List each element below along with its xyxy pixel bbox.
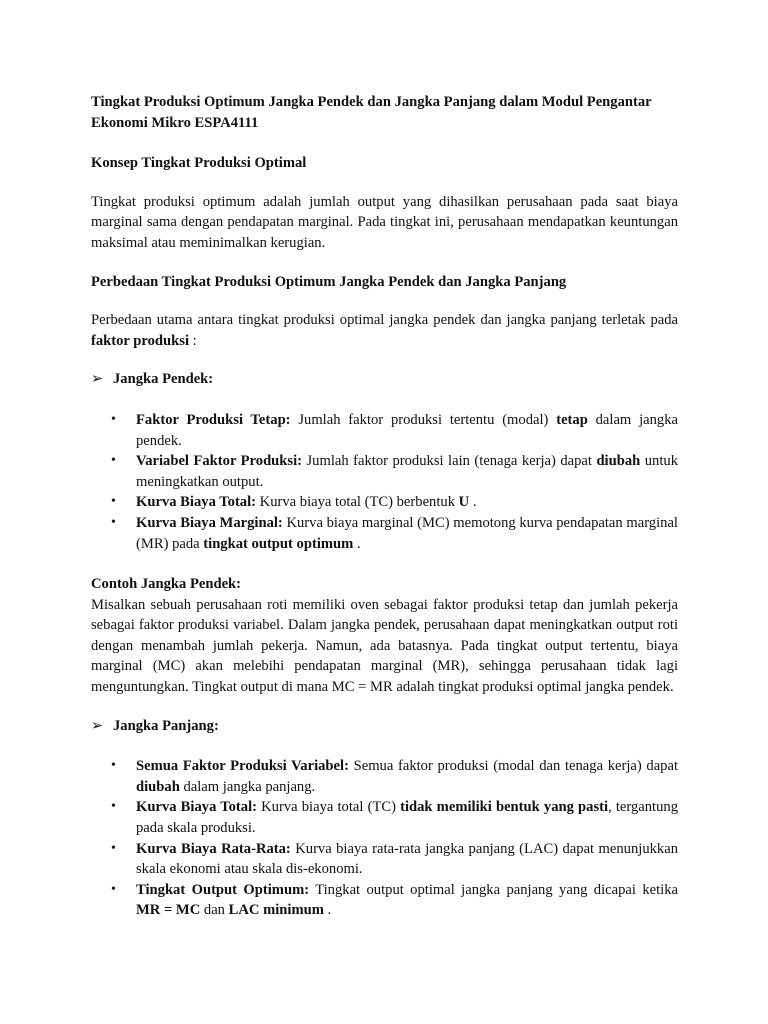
item-term: Semua Faktor Produksi Variabel: <box>136 758 349 775</box>
item-term: Faktor Produksi Tetap: <box>136 411 291 428</box>
perbedaan-text: Perbedaan utama antara tingkat produksi optimal jangka pendek dan jangka panjang terletak pada <box>91 312 678 329</box>
list-item <box>91 839 678 880</box>
example-heading: Contoh Jangka Pendek: <box>91 576 242 593</box>
subheading-jangka-panjang <box>91 716 678 737</box>
list-item <box>91 797 678 838</box>
item-term: Kurva Biaya Total: <box>136 799 257 816</box>
arrowhead-bullet-icon: ➢ <box>91 717 104 734</box>
list-item <box>91 451 678 492</box>
list-item <box>91 410 678 451</box>
item-term: Tingkat Output Optimum: <box>136 881 310 898</box>
item-text: Kurva biaya rata-rata jangka panjang (LAC) dapat menunjukkan skala ekonomi atau skala dis-ekonomi. <box>136 840 678 878</box>
item-bold: U <box>458 494 470 511</box>
item-term: Kurva Biaya Marginal: <box>136 514 283 531</box>
item-term: Kurva Biaya Total: <box>136 494 257 511</box>
item-text: . <box>469 494 477 511</box>
item-bold: MR = MC <box>136 902 201 919</box>
disc-bullet-icon: • <box>111 411 116 427</box>
item-bold: tidak memiliki bentuk yang pasti <box>400 799 609 816</box>
example-paragraph: Misalkan sebuah perusahaan roti memiliki oven sebagai faktor produksi tetap dan jumlah pekerja sebagai faktor produksi variabel. Dalam jangka pendek, perusahaan dapat meningkatkan output roti dengan menambah jumlah pekerja. Namun, ada batasnya. Pada tingkat output tertentu, biaya marginal (MC) akan melebihi pendapatan marginal (MR), sehingga perusahaan tidak lagi menguntungkan. Tingkat output di mana MC = MR adalah tingkat produksi optimal jangka pendek. <box>91 596 678 696</box>
item-bold: tetap <box>556 411 588 428</box>
section-heading-perbedaan: Perbedaan Tingkat Produksi Optimum Jangka Pendek dan Jangka Panjang <box>91 273 567 290</box>
disc-bullet-icon: • <box>111 758 116 774</box>
item-bold: diubah <box>136 778 180 795</box>
item-text: Kurva biaya marginal (MC) memotong kurva pendapatan marginal (MR) pada <box>136 514 678 552</box>
document-title: Tingkat Produksi Optimum Jangka Pendek dan Jangka Panjang dalam Modul Pengantar Ekonomi Mikro ESPA4111 <box>91 94 652 131</box>
item-text: Kurva biaya total (TC) berbentuk <box>256 494 459 511</box>
paragraph-perbedaan <box>91 310 678 351</box>
disc-bullet-icon: • <box>111 799 116 815</box>
item-text: . <box>353 535 361 552</box>
subheading-jangka-pendek <box>91 369 678 390</box>
item-text: Semua faktor produksi (modal dan tenaga kerja) dapat <box>348 758 678 775</box>
perbedaan-end: : <box>189 332 197 349</box>
list-item <box>91 880 678 921</box>
arrowhead-bullet-icon: ➢ <box>91 371 104 388</box>
disc-bullet-icon: • <box>111 840 116 856</box>
item-text: , tergantung pada skala produksi. <box>136 799 678 837</box>
item-term: Variabel Faktor Produksi: <box>136 453 303 470</box>
list-item <box>91 513 678 554</box>
jangka-panjang-label: Jangka Panjang: <box>113 717 219 734</box>
item-bold: LAC minimum <box>228 902 324 919</box>
disc-bullet-icon: • <box>111 514 116 530</box>
item-bold: tingkat output optimum <box>203 535 354 552</box>
disc-bullet-icon: • <box>111 494 116 510</box>
item-text: dan <box>200 902 229 919</box>
item-text: untuk meningkatkan output. <box>136 453 678 490</box>
document-page <box>91 92 678 921</box>
short-run-list <box>91 410 678 554</box>
item-text: Jumlah faktor produksi lain (tenaga kerja) dapat <box>302 453 597 470</box>
list-item <box>91 492 678 513</box>
item-text: Jumlah faktor produksi tertentu (modal) <box>290 411 557 428</box>
item-text: . <box>323 902 332 919</box>
list-item <box>91 756 678 797</box>
section-heading-konsep: Konsep Tingkat Produksi Optimal <box>91 155 307 172</box>
jangka-pendek-label: Jangka Pendek: <box>113 371 214 388</box>
long-run-list <box>91 756 678 921</box>
item-text: Kurva biaya total (TC) <box>257 799 401 816</box>
item-text: dalam jangka pendek. <box>136 411 678 449</box>
disc-bullet-icon: • <box>111 881 116 897</box>
item-text: Tingkat output optimal jangka panjang yang dicapai ketika <box>309 881 678 898</box>
perbedaan-bold: faktor produksi <box>91 332 190 349</box>
item-bold: diubah <box>596 453 641 470</box>
paragraph-konsep: Tingkat produksi optimum adalah jumlah output yang dihasilkan perusahaan pada saat biaya marginal sama dengan pendapatan marginal. Pada tingkat ini, perusahaan mendapatkan keuntungan maksimal atau meminimalkan kerugian. <box>91 193 678 251</box>
item-text: dalam jangka panjang. <box>179 778 316 795</box>
item-term: Kurva Biaya Rata-Rata: <box>136 840 291 857</box>
disc-bullet-icon: • <box>111 453 116 469</box>
